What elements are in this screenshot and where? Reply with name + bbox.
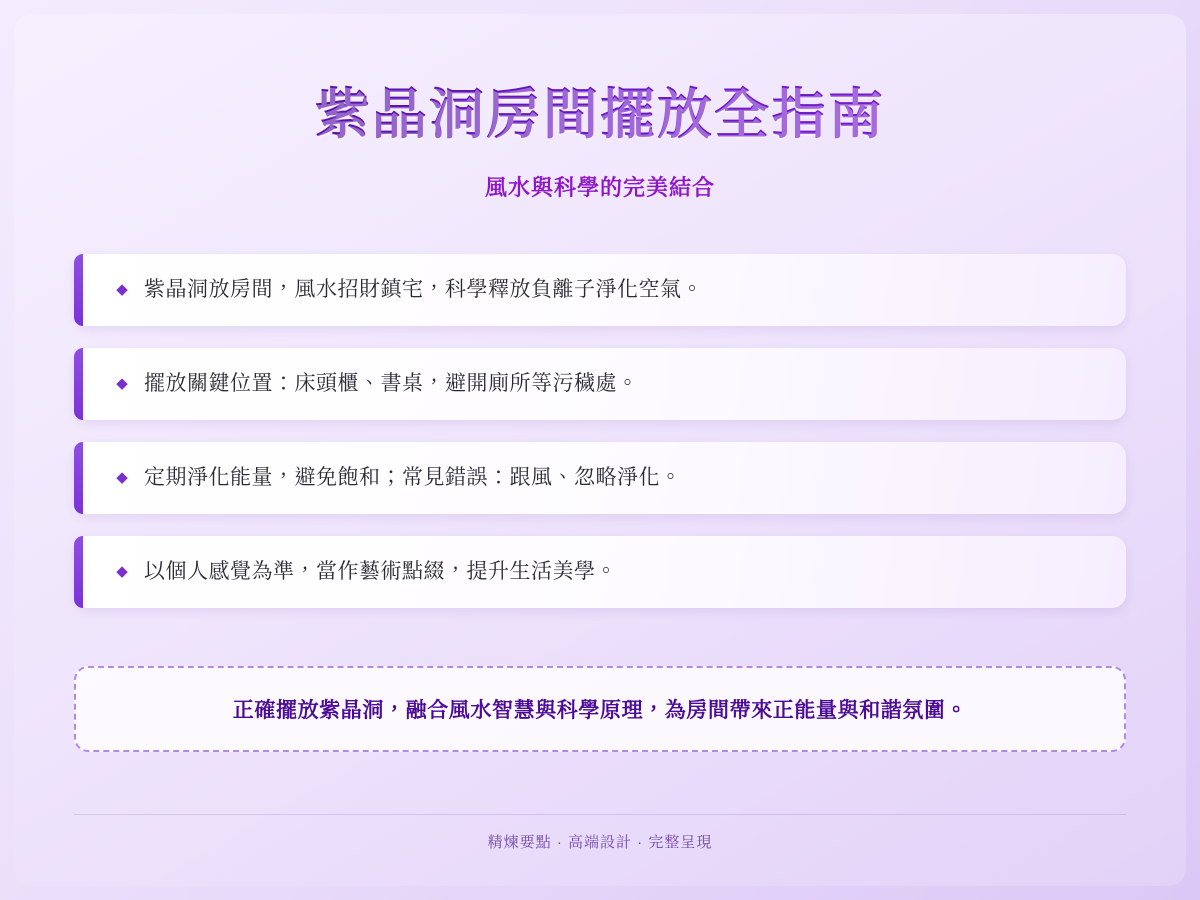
slide-footer: 精煉要點 · 高端設計 · 完整呈現 xyxy=(74,814,1126,852)
list-item-text: 紫晶洞放房間，風水招財鎮宅，科學釋放負離子淨化空氣。 xyxy=(144,277,703,301)
page-title: 紫晶洞房間擺放全指南 xyxy=(74,84,1126,145)
diamond-bullet-icon: ◆ xyxy=(116,280,128,298)
list-item xyxy=(74,442,1126,514)
list-item xyxy=(74,348,1126,420)
page-subtitle: 風水與科學的完美結合 xyxy=(484,174,715,200)
list-item xyxy=(74,254,1126,326)
list-item-text: 定期淨化能量，避免飽和；常見錯誤：跟風、忽略淨化。 xyxy=(144,465,682,489)
list-item xyxy=(74,536,1126,608)
diamond-bullet-icon: ◆ xyxy=(116,374,128,392)
diamond-bullet-icon: ◆ xyxy=(116,468,128,486)
conclusion-text: 正確擺放紫晶洞，融合風水智慧與科學原理，為房間帶來正能量與和諧氛圍。 xyxy=(232,698,968,722)
list-item-text: 擺放關鍵位置：床頭櫃、書桌，避開廁所等污穢處。 xyxy=(144,371,639,395)
slide-content-panel xyxy=(14,14,1186,886)
diamond-bullet-icon: ◆ xyxy=(116,562,128,580)
key-points-list xyxy=(74,254,1126,608)
conclusion-box xyxy=(74,666,1126,752)
list-item-text: 以個人感覺為準，當作藝術點綴，提升生活美學。 xyxy=(144,559,617,583)
